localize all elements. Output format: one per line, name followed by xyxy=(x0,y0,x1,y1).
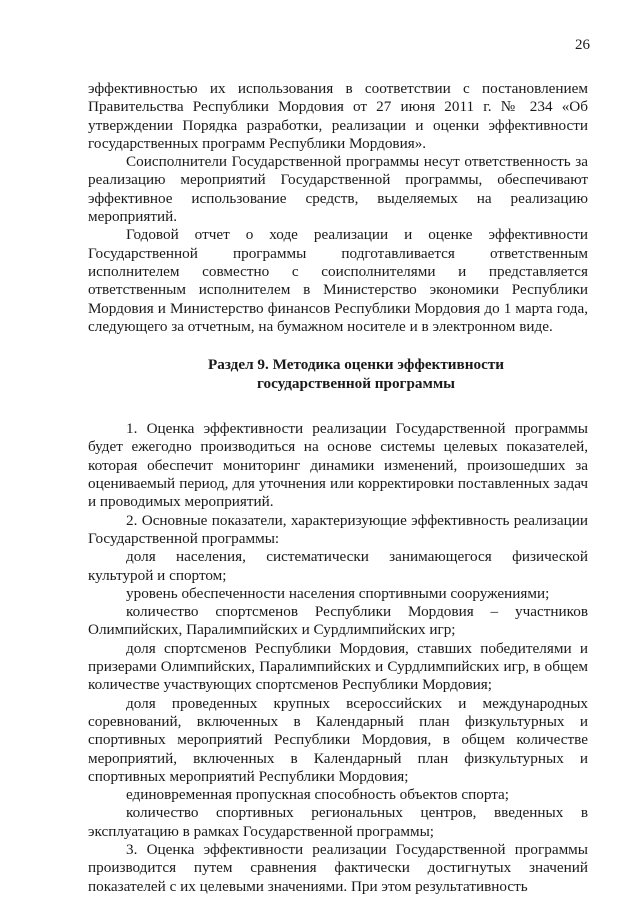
page-number: 26 xyxy=(575,37,590,53)
paragraph: Соисполнители Государственной программы несут ответственность за реализацию мероприятий Государственной программы, обеспечивают эффективное использование средств, выделяемых на реализацию мероприятий. xyxy=(88,153,588,226)
paragraph: 1. Оценка эффективности реализации Государственной программы будет ежегодно производиться на основе системы целевых показателей, которая обеспечит мониторинг динамики изменений, произошедших за оцениваемый период, для уточнения или корректировки поставленных задач и проводимых мероприятий. xyxy=(88,420,588,511)
paragraph: 3. Оценка эффективности реализации Государственной программы производится путем сравнения фактически достигнутых значений показателей с их целевыми значениями. При этом результативность xyxy=(88,840,588,895)
list-item: количество спортивных региональных центров, введенных в эксплуатацию в рамках Государственной программы; xyxy=(88,804,588,840)
section-heading xyxy=(88,356,588,393)
section-heading-line: государственной программы xyxy=(256,374,456,392)
section-heading-line: Раздел 9. Методика оценки эффективности xyxy=(207,356,505,374)
paragraph: эффективностью их использования в соответствии с постановлением Правительства Республики Мордовия от 27 июня 2011 г. № 234 «Об утверждении Порядка разработки, реализации и оценки эффективности государственных программ Республики Мордовия». xyxy=(88,80,588,152)
list-item: единовременная пропускная способность объектов спорта; xyxy=(126,786,510,804)
list-item: доля населения, систематически занимающегося физической культурой и спортом; xyxy=(88,548,588,584)
document-body xyxy=(88,80,588,896)
list-item: количество спортсменов Республики Мордовия – участников Олимпийских, Паралимпийских и Сурдлимпийских игр; xyxy=(88,603,588,639)
list-item: уровень обеспеченности населения спортивными сооружениями; xyxy=(126,584,550,602)
list-item: доля спортсменов Республики Мордовия, ставших победителями и призерами Олимпийских, Паралимпийских и Сурдлимпийских игр, в общем количестве участвующих спортсменов Республики Мордовия; xyxy=(88,639,588,694)
paragraph: Годовой отчет о ходе реализации и оценке эффективности Государственной программы подготавливается ответственным исполнителем совместно с соисполнителями и представляется ответственным исполнителем в Министерство экономики Республики Мордовия и Министерство финансов Республики Мордовия до 1 марта года, следующего за отчетным, на бумажном носителе и в электронном виде. xyxy=(88,226,588,335)
list-item: доля проведенных крупных всероссийских и международных соревнований, включенных в Календарный план физкультурных и спортивных мероприятий Республики Мордовия, в общем количестве мероприятий, включенных в Календарный план физкультурных и спортивных мероприятий Республики Мордовия; xyxy=(88,694,588,785)
paragraph: 2. Основные показатели, характеризующие эффективность реализации Государственной программы: xyxy=(88,511,588,547)
